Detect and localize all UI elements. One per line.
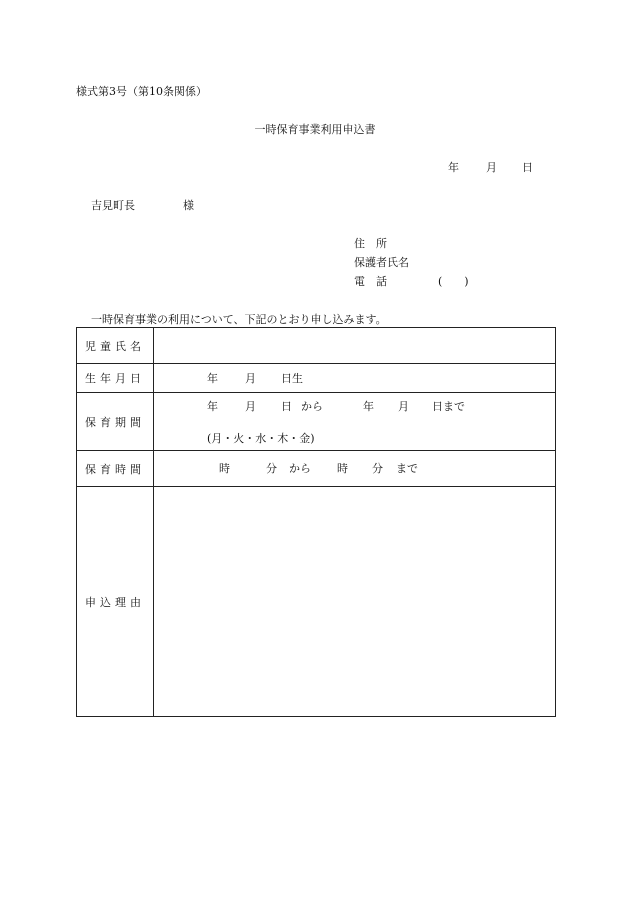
time-from-hour-unit: 時 <box>219 462 230 475</box>
recipient-name: 吉見町長 <box>91 199 135 212</box>
table-row-time <box>77 451 556 487</box>
period-to-month-unit: 月 <box>398 400 409 413</box>
address-label: 住 所 <box>354 237 387 250</box>
time-from-text: から <box>289 462 311 475</box>
phone-label: 電 話 <box>354 275 387 288</box>
period-from-month-unit: 月 <box>245 400 256 413</box>
birth-day-unit: 日生 <box>281 372 303 385</box>
table-row-birthdate <box>77 364 556 393</box>
child-name-field[interactable] <box>154 328 556 364</box>
document-title: 一時保育事業利用申込書 <box>254 123 376 136</box>
time-from-minute-unit: 分 <box>266 462 277 475</box>
child-name-label: 児童氏名 <box>77 328 154 364</box>
application-table <box>76 327 556 717</box>
date-day: 日 <box>522 161 533 174</box>
period-label: 保育期間 <box>77 393 154 451</box>
date-month: 月 <box>486 161 497 174</box>
table-row-child-name <box>77 328 556 364</box>
birth-month-unit: 月 <box>245 372 256 385</box>
time-label: 保育時間 <box>77 451 154 487</box>
form-number: 様式第3号（第10条関係） <box>76 85 207 98</box>
period-from-year-unit: 年 <box>207 400 218 413</box>
period-from-day-unit: 日 <box>281 400 292 413</box>
reason-field[interactable] <box>154 487 556 717</box>
weekdays-text: (月・火・水・木・金) <box>207 432 315 445</box>
table-row-reason <box>77 487 556 717</box>
reason-label: 申込理由 <box>77 487 154 717</box>
time-to-minute-unit: 分 <box>372 462 383 475</box>
period-to-year-unit: 年 <box>363 400 374 413</box>
time-to-hour-unit: 時 <box>337 462 348 475</box>
time-field[interactable] <box>154 451 556 487</box>
time-to-text: まで <box>396 462 418 475</box>
birthdate-label: 生年月日 <box>77 364 154 393</box>
period-to-day-unit: 日まで <box>432 400 465 413</box>
phone-area-code-parens: ( ) <box>438 275 469 288</box>
date-year: 年 <box>448 161 459 174</box>
period-field[interactable] <box>154 393 556 451</box>
intro-text: 一時保育事業の利用について、下記のとおり申し込みます。 <box>91 313 387 326</box>
table-row-period <box>77 393 556 451</box>
birth-year-unit: 年 <box>207 372 218 385</box>
birthdate-field[interactable] <box>154 364 556 393</box>
period-from-text: から <box>301 400 323 413</box>
recipient-honorific: 様 <box>183 199 194 212</box>
guardian-name-label: 保護者氏名 <box>354 256 409 269</box>
